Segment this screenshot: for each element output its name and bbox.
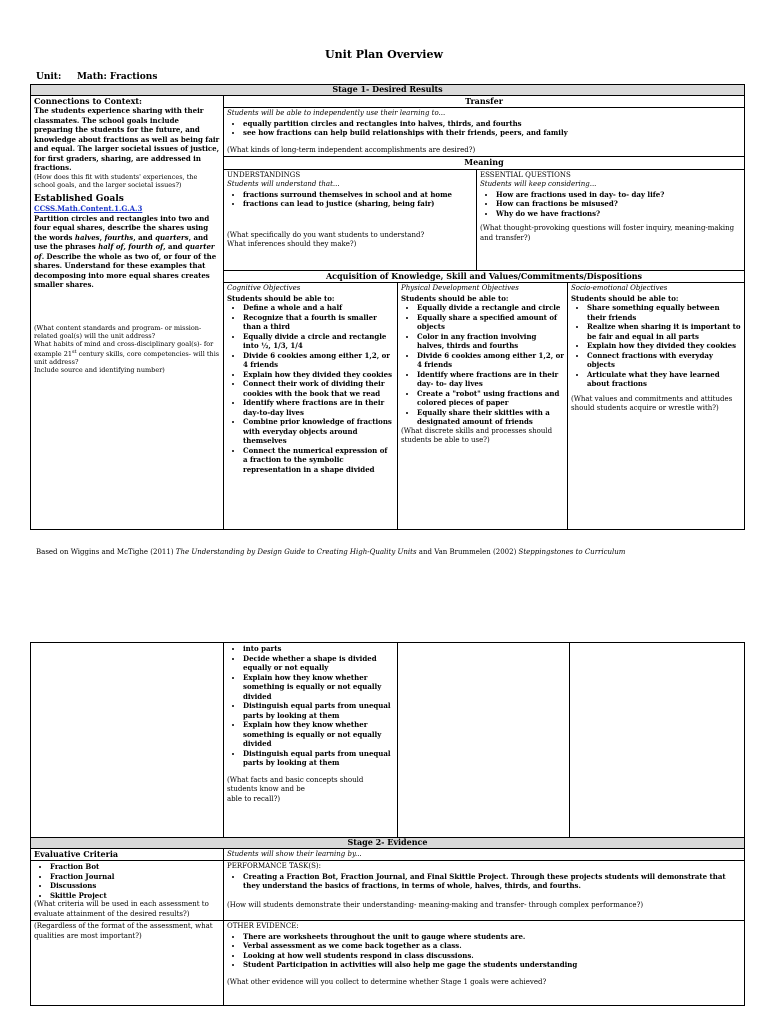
list-item: • see how fractions can help build relationships with their friends, peers, and family xyxy=(243,128,741,138)
performance-task-cell xyxy=(224,861,745,921)
transfer-list xyxy=(227,119,741,138)
context-heading: Connections to Context: xyxy=(34,95,143,106)
context-cell xyxy=(31,95,224,530)
list-item: • Equally divide a circle and rectangle into ½, 1/3, 1/4 xyxy=(243,332,394,351)
socio-list xyxy=(571,303,741,389)
list-item: • Explain how they divided they cookies xyxy=(587,341,741,351)
acquisition-heading: Acquisition of Knowledge, Skill and Values/Commitments/Dispositions xyxy=(224,270,745,283)
cognitive-cell xyxy=(224,283,398,530)
meaning-heading: Meaning xyxy=(224,157,745,170)
list-item: • Equally divide a rectangle and circle xyxy=(417,303,564,313)
goals-body: Partition circles and rectangles into two and four equal shares, describe the shares using the words halves, fourths, and quarters, and use the phrases half of, fourth of, and quarter of. Describe the whole as two of, or four of the shares. Understand for these examples that decomposing into more equal shares creates smaller shares. xyxy=(34,213,217,289)
list-item: • into parts xyxy=(243,644,394,654)
socio-question: (What values and commitments and attitudes should students acquire or wrestle with?) xyxy=(571,394,733,412)
list-item: • Fraction Bot xyxy=(50,862,220,872)
list-item: • equally partition circles and rectangles into halves, thirds, and fourths xyxy=(243,119,741,129)
other-evidence-question: (What other evidence will you collect to determine whether Stage 1 goals were achieved? xyxy=(227,977,547,986)
unit-line xyxy=(36,72,157,82)
cognitive-continued-list xyxy=(227,644,394,768)
list-item: • Connect fractions with everyday objects xyxy=(587,351,741,370)
understandings-list xyxy=(227,190,473,209)
list-item: • Distinguish equal parts from unequal parts by looking at them xyxy=(243,701,394,720)
list-item: • Verbal assessment as we come back together as a class. xyxy=(243,941,741,951)
footer-citation: Based on Wiggins and McTighe (2011) The Understanding by Design Guide to Creating High-Quality Units and Van Brummelen (2002) Steppingstones to Curriculum xyxy=(36,548,626,556)
evaluative-question: (What criteria will be used in each assessment to evaluate attainment of the desired results?) xyxy=(34,900,209,918)
socio-intro: Students should be able to: xyxy=(571,293,679,303)
performance-heading: PERFORMANCE TASK(S): xyxy=(227,862,321,870)
page2-blank-cell xyxy=(31,643,224,838)
list-item: • Connect the numerical expression of a fraction to the symbolic representation in a shape divided xyxy=(243,446,394,475)
cognitive-list xyxy=(227,303,394,474)
list-item: • Creating a Fraction Bot, Fraction Journal, and Final Skittle Project. Through these projects students will demonstrate that they understand the basics of fractions, in terms of whole, halves, thirds, and fourths. xyxy=(243,872,741,891)
understandings-intro: Students will understand that... xyxy=(227,180,340,188)
physical-intro: Students should be able to: xyxy=(401,293,509,303)
page2-table xyxy=(30,642,745,1006)
list-item: • Connect their work of dividing their cookies with the book that we read xyxy=(243,379,394,398)
understandings-heading: UNDERSTANDINGS xyxy=(227,170,301,179)
list-item: • Articulate what they have learned about fractions xyxy=(587,370,741,389)
list-item: • fractions surround themselves in school and at home xyxy=(243,190,473,200)
evaluative-list xyxy=(34,862,220,900)
list-item: • fractions can lead to justice (sharing, being fair) xyxy=(243,199,473,209)
physical-question: (What discrete skills and processes should students be able to use?) xyxy=(401,426,553,444)
list-item: • There are worksheets throughout the unit to gauge where students are. xyxy=(243,932,741,942)
cognitive-continued-question: (What facts and basic concepts should students know and be able to recall?) xyxy=(227,775,364,803)
eq-heading: ESSENTIAL QUESTIONS xyxy=(480,170,571,179)
transfer-question: (What kinds of long-term independent accomplishments are desired?) xyxy=(227,145,476,154)
list-item: • How can fractions be misused? xyxy=(496,199,741,209)
list-item: • Identify where fractions are in their day-to-day lives xyxy=(243,398,394,417)
transfer-heading: Transfer xyxy=(224,95,745,108)
understandings-cell xyxy=(224,169,477,270)
other-evidence-list xyxy=(227,932,741,970)
cognitive-heading: Cognitive Objectives xyxy=(227,284,301,292)
list-item: • Recognize that a fourth is smaller than a third xyxy=(243,313,394,332)
list-item: • Explain how they know whether something is equally or not equally divided xyxy=(243,720,394,749)
essential-questions-cell xyxy=(477,169,745,270)
list-item: • Fraction Journal xyxy=(50,872,220,882)
list-item: • Discussions xyxy=(50,881,220,891)
performance-list xyxy=(227,872,741,891)
transfer-intro: Students will be able to independently use their learning to... xyxy=(227,109,446,117)
page-title: Unit Plan Overview xyxy=(325,48,443,61)
list-item: • Create a "robot" using fractions and colored pieces of paper xyxy=(417,389,564,408)
goals-note: (What content standards and program- or mission-related goal(s) will the unit address? What habits of mind and cross-disciplinary goal(s)- for example 21st century skills, core competencies- will this unit address? Include source and identifying number) xyxy=(34,323,220,374)
understandings-question: (What specifically do you want students to understand? What inferences should they make?) xyxy=(227,230,425,248)
list-item: • Divide 6 cookies among either 1,2, or 4 friends xyxy=(417,351,564,370)
eq-question: (What thought-provoking questions will foster inquiry, meaning-making and transfer?) xyxy=(480,224,735,242)
stage1-heading: Stage 1- Desired Results xyxy=(31,85,745,96)
list-item: • Define a whole and a half xyxy=(243,303,394,313)
goals-link[interactable]: CCSS.Math.Content.1.G.A.3 xyxy=(34,204,143,213)
eq-list xyxy=(480,190,741,219)
page2-physical-blank xyxy=(398,643,570,838)
socio-cell xyxy=(568,283,745,530)
eq-intro: Students will keep considering... xyxy=(480,180,597,188)
list-item: • How are fractions used in day- to- day life? xyxy=(496,190,741,200)
unit-label: Unit: xyxy=(36,72,62,82)
list-item: • Skittle Project xyxy=(50,891,220,901)
context-body: The students experience sharing with their classmates. The school goals include preparing the students for the future, and knowledge about fractions as well as being fair and equal. The larger societal issues of justice, for first graders, sharing, are addressed in fractions. xyxy=(34,106,220,172)
list-item: • Divide 6 cookies among either 1,2, or 4 friends xyxy=(243,351,394,370)
list-item: • Why do we have fractions? xyxy=(496,209,741,219)
list-item: • Decide whether a shape is divided equally or not equally xyxy=(243,654,394,673)
performance-question: (How will students demonstrate their understanding- meaning-making and transfer- through complex performance?) xyxy=(227,900,644,909)
physical-cell xyxy=(398,283,568,530)
list-item: • Identify where fractions are in their day- to- day lives xyxy=(417,370,564,389)
evaluative-criteria-cell xyxy=(31,861,224,921)
physical-list xyxy=(401,303,564,427)
list-item: • Share something equally between their friends xyxy=(587,303,741,322)
transfer-cell xyxy=(224,108,745,157)
list-item: • Distinguish equal parts from unequal parts by looking at them xyxy=(243,749,394,768)
list-item: • Equally share a specified amount of objects xyxy=(417,313,564,332)
list-item: • Looking at how well students respond in class discussions. xyxy=(243,951,741,961)
unit-value: Math: Fractions xyxy=(76,72,158,82)
cognitive-intro: Students should be able to: xyxy=(227,293,335,303)
cognitive-continued-cell xyxy=(224,643,398,838)
list-item: • Explain how they know whether something is equally or not equally divided xyxy=(243,673,394,702)
list-item: • Combine prior knowledge of fractions with everyday objects around themselves xyxy=(243,417,394,446)
physical-heading: Physical Development Objectives xyxy=(401,284,519,292)
other-evidence-cell xyxy=(224,921,745,1006)
evidence-intro: Students will show their learning by... xyxy=(224,848,745,861)
goals-heading: Established Goals xyxy=(34,193,124,204)
list-item: • Realize when sharing it is important to be fair and equal in all parts xyxy=(587,322,741,341)
list-item: • Student Participation in activities will also help me gage the students understanding xyxy=(243,960,741,970)
list-item: • Explain how they divided they cookies xyxy=(243,370,394,380)
page2-socio-blank xyxy=(570,643,745,838)
stage2-heading: Stage 2- Evidence xyxy=(31,838,745,849)
evaluative-heading: Evaluative Criteria xyxy=(31,848,224,861)
list-item: • Equally share their skittles with a designated amount of friends xyxy=(417,408,564,427)
evaluative-question-2: (Regardless of the format of the assessment, what qualities are most important?) xyxy=(31,921,224,1006)
socio-heading: Socio-emotional Objectives xyxy=(571,284,668,292)
other-evidence-heading: OTHER EVIDENCE: xyxy=(227,922,299,930)
stage1-table xyxy=(30,84,745,530)
context-note: (How does this fit with students' experiences, the school goals, and the larger societal issues?) xyxy=(34,172,198,189)
list-item: • Color in any fraction involving halves, thirds and fourths xyxy=(417,332,564,351)
